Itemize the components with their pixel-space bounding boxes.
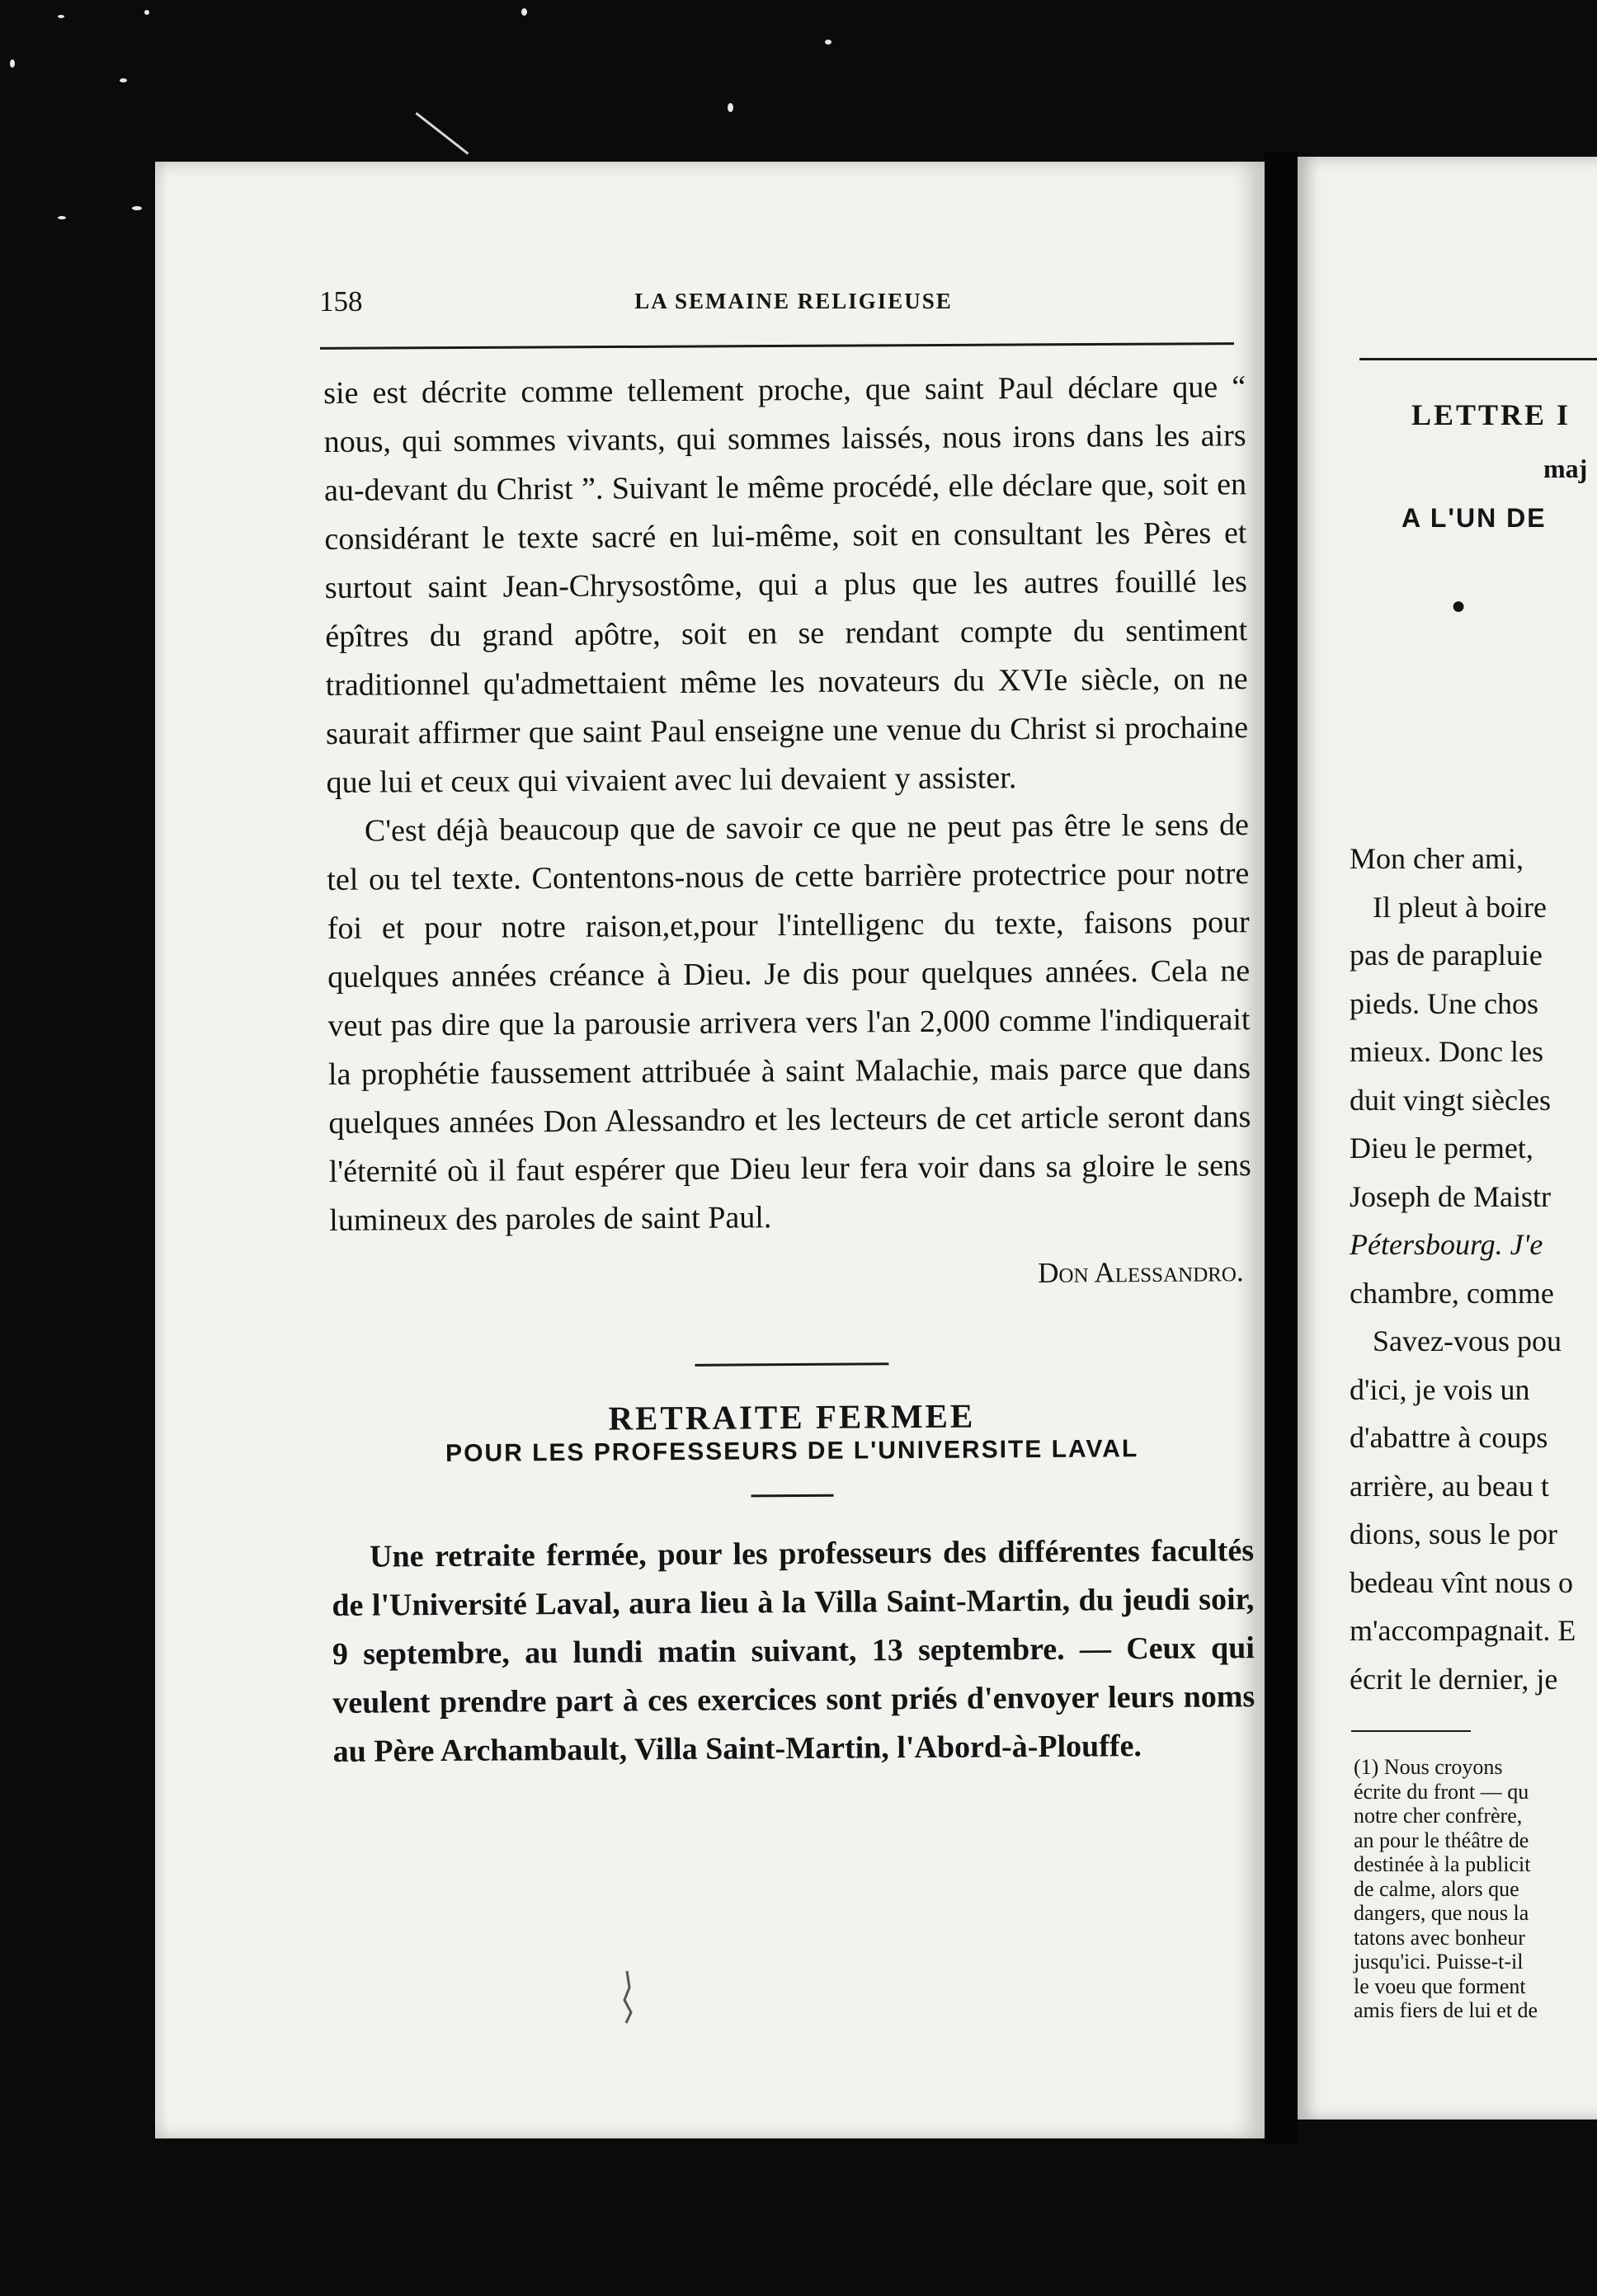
facing-line: Dieu le permet, — [1350, 1132, 1533, 1164]
facing-line: d'ici, je vois un — [1350, 1372, 1530, 1406]
facing-heading-3: A L'UN DE — [1401, 503, 1547, 533]
facing-line: m'accompagnait. E — [1350, 1614, 1576, 1647]
retreat-notice: Une retraite fermée, pour les professeurs des différentes facultés de l'Université Laval, aura lieu à la Villa Saint-Martin, du jeudi soir, 9 septembre, au lundi matin suivant, 13 septembre. — Ceux qui veulent prendre part à ces exercices sont priés d'envoyer leurs noms au Père Archambault, Villa Saint-Martin, l'Abord-à-Plouffe. — [332, 1533, 1255, 1769]
facing-line: chambre, comme — [1350, 1276, 1554, 1310]
footnote-line: (1) Nous croyons — [1354, 1755, 1503, 1779]
page-number: 158 — [319, 285, 363, 318]
footnote-line: dangers, que nous la — [1354, 1901, 1529, 1925]
facing-footnotes — [1354, 1755, 1538, 2023]
facing-heading-2: maj — [1543, 454, 1588, 483]
article-body — [323, 363, 1255, 1776]
footnote-line: an pour le théâtre de — [1354, 1828, 1529, 1852]
article-paragraph-2: C'est déjà beaucoup que de savoir ce que ne peut pas être le sens de tel ou tel texte. Contentons-nous de cette barrière protectrice pour notre foi et pour notre raison,et,pour l'intelligenc du texte, faisons pour quelques années créance à Dieu. Je dis pour quelques années. Cela ne veut pas dire que la parousie arrivera vers l'an 2,000 comme l'indiquerait la prophétie faussement attribuée à saint Malachie, mais parce que dans quelques années Don Alessandro et les lecteurs de cet article seront dans l'éternité où il faut espérer que Dieu leur fera voir dans sa gloire le sens lumineux des paroles de saint Paul. — [327, 807, 1251, 1238]
facing-line: Pétersbourg. J'e — [1350, 1228, 1543, 1261]
facing-ornament-dot: ● — [1451, 592, 1467, 619]
facing-line: Il pleut à boire — [1373, 890, 1547, 924]
section-divider — [695, 1362, 888, 1367]
subtitle-divider — [751, 1494, 834, 1498]
facing-line: Mon cher ami, — [1350, 842, 1524, 875]
article-paragraph-1: sie est décrite comme tellement proche, que saint Paul déclare que “ nous, qui sommes vivants, qui sommes laissés, nous irons dans les airs au-devant du Christ ”. Suivant le même procédé, elle déclare que, soit en considérant le texte sacré en lui-même, soit en consultant les Pères et surtout saint Jean-Chrysostôme, qui a plus que les autres fouillé les épîtres du grand apôtre, soit en se rendant compte du sentiment traditionnel qu'admettaient même les novateurs du XVIe siècle, on ne saurait affirmer que saint Paul enseigne une venue du Christ si prochaine que lui et ceux qui vivaient avec lui devaient y assister. — [323, 369, 1249, 800]
footnote-line: jusqu'ici. Puisse-t-il — [1354, 1950, 1524, 1974]
footnote-line: tatons avec bonheur — [1354, 1925, 1525, 1950]
footnote-line: de calme, alors que — [1354, 1876, 1519, 1901]
footnote-line: écrite du front — qu — [1354, 1779, 1529, 1804]
facing-line: bedeau vînt nous o — [1350, 1565, 1573, 1599]
facing-line: dions, sous le por — [1350, 1517, 1557, 1550]
facing-page — [1298, 157, 1597, 2120]
facing-line: écrit le dernier, je — [1350, 1662, 1558, 1696]
footnote-rule — [1351, 1730, 1471, 1732]
facing-line: pas de parapluie — [1350, 939, 1543, 972]
facing-body — [1350, 835, 1576, 1703]
book-gutter — [1265, 153, 1298, 2144]
footnote-line: notre cher confrère, — [1354, 1804, 1523, 1828]
running-head — [319, 285, 1173, 318]
footnote-line: destinée à la publicit — [1354, 1852, 1531, 1876]
facing-header-rule — [1359, 358, 1597, 360]
section-title: RETRAITE FERMEE — [608, 1396, 976, 1437]
ink-stain — [615, 1967, 639, 2025]
facing-line: Joseph de Maistr — [1350, 1179, 1551, 1213]
facing-line: mieux. Donc les — [1350, 1035, 1543, 1068]
section-subtitle: POUR LES PROFESSEURS DE L'UNIVERSITE LAVAL — [445, 1435, 1139, 1467]
facing-line: duit vingt siècles — [1350, 1083, 1551, 1117]
footnote-line: amis fiers de lui et de — [1354, 1998, 1538, 2022]
author-signature: Don Alessandro. — [1038, 1255, 1244, 1289]
journal-title: LA SEMAINE RELIGIEUSE — [634, 289, 953, 313]
facing-heading-1: LETTRE I — [1411, 398, 1571, 431]
facing-line: pieds. Une chos — [1350, 986, 1538, 1020]
facing-line: d'abattre à coups — [1350, 1421, 1548, 1454]
facing-line: arrière, au beau t — [1350, 1469, 1549, 1503]
footnote-line: le voeu que forment — [1354, 1974, 1526, 1998]
facing-line: Savez-vous pou — [1373, 1324, 1562, 1357]
